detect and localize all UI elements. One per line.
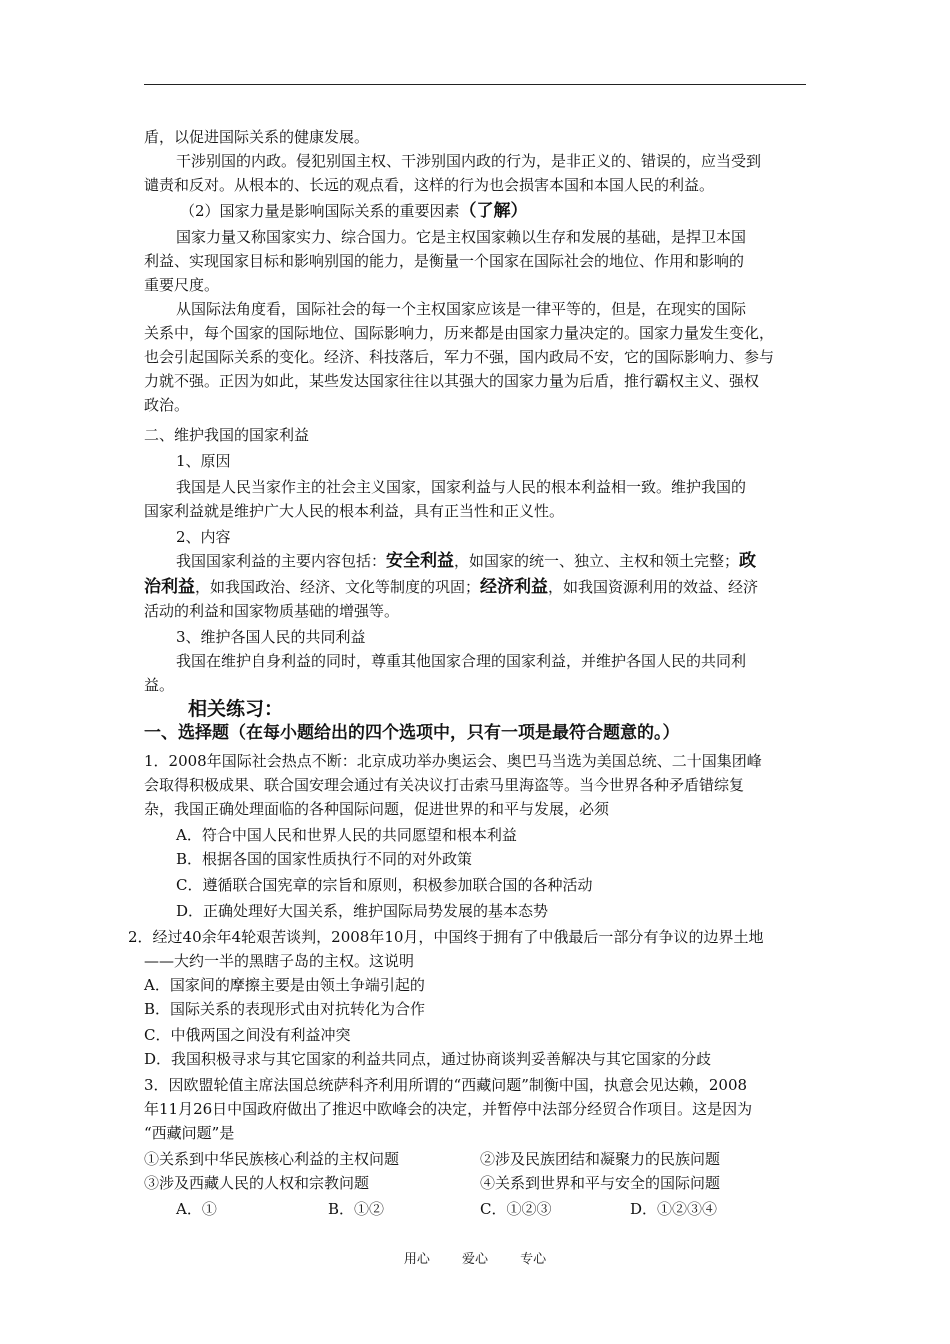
footer-text: 爱心 (461, 1252, 488, 1267)
paragraph-line: 政治。 (144, 396, 190, 414)
option: A．① (176, 1200, 217, 1218)
option: B．①② (328, 1200, 385, 1218)
paragraph-line: 国家利益就是维护广大人民的根本利益，具有正当性和正义性。 (144, 502, 565, 520)
paragraph-line: 国家力量又称国家实力、综合国力。它是主权国家赖以生存和发展的基础，是捍卫本国 (176, 228, 747, 246)
statement-item: ④关系到世界和平与安全的国际问题 (480, 1174, 721, 1192)
page-footer (0, 1248, 950, 1267)
option: A．国家间的摩擦主要是由领土争端引起的 (144, 976, 425, 994)
paragraph-line: 益。 (144, 676, 175, 694)
text: 我国国家利益的主要内容包括： (176, 552, 387, 570)
option: D．正确处理好大国关系，维护国际局势发展的基本态势 (176, 902, 549, 920)
key-term: 政 (739, 551, 757, 571)
footer-text: 专心 (520, 1252, 547, 1267)
paragraph-line: 活动的利益和国家物质基础的增强等。 (144, 602, 400, 620)
question-line: 2．经过40余年4轮艰苦谈判，2008年10月，中国终于拥有了中俄最后一部分有争议的边界土地 (128, 928, 764, 946)
paragraph-line: 从国际法角度看，国际社会的每一个主权国家应该是一律平等的，但是，在现实的国际 (176, 300, 747, 318)
key-term: 治利益 (144, 577, 195, 597)
option: D．①②③④ (630, 1200, 718, 1218)
option: C．遵循联合国宪章的宗旨和原则，积极参加联合国的各种活动 (176, 876, 593, 894)
subheading: 3、维护各国人民的共同利益 (176, 628, 366, 646)
exercise-section-heading: 一、选择题（在每小题给出的四个选项中，只有一项是最符合题意的。） (144, 723, 680, 743)
section-heading: 二、维护我国的国家利益 (144, 426, 310, 444)
question-line: 1．2008年国际社会热点不断：北京成功举办奥运会、奥巴马当选为美国总统、二十国集团峰 (144, 752, 762, 770)
subheading: 2、内容 (176, 528, 231, 546)
text: ，如国家的统一、独立、主权和领土完整； (454, 552, 740, 570)
question-line: 会取得积极成果、联合国安理会通过有关决议打击索马里海盗等。当今世界各种矛盾错综复 (144, 776, 745, 794)
option: D．我国积极寻求与其它国家的利益共同点，通过协商谈判妥善解决与其它国家的分歧 (144, 1050, 712, 1068)
subheading (180, 200, 528, 222)
question-line: 年11月26日中国政府做出了推迟中欧峰会的决定，并暂停中法部分经贸合作项目。这是因为 (144, 1100, 753, 1118)
exercise-title: 相关练习： (188, 698, 284, 720)
option: C．①②③ (480, 1200, 552, 1218)
statement-item: ③涉及西藏人民的人权和宗教问题 (144, 1174, 370, 1192)
option: B．国际关系的表现形式由对抗转化为合作 (144, 1000, 426, 1018)
key-term: 经济利益 (480, 577, 549, 597)
statement-item: ②涉及民族团结和凝聚力的民族问题 (480, 1150, 721, 1168)
question-line: 杂，我国正确处理面临的各种国际问题，促进世界的和平与发展，必须 (144, 800, 610, 818)
header-rule (144, 84, 806, 85)
paragraph-line: 力就不强。正因为如此，某些发达国家往往以其强大的国家力量为后盾，推行霸权主义、强权 (144, 372, 760, 390)
statement-item: ①关系到中华民族核心利益的主权问题 (144, 1150, 400, 1168)
paragraph-line: 也会引起国际关系的变化。经济、科技落后，军力不强，国内政局不安，它的国际影响力、参与 (144, 348, 775, 366)
option: C．中俄两国之间没有利益冲突 (144, 1026, 351, 1044)
paragraph-line: 我国是人民当家作主的社会主义国家，国家利益与人民的根本利益相一致。维护我国的 (176, 478, 747, 496)
paragraph-line (176, 550, 756, 572)
paragraph-line: 我国在维护自身利益的同时，尊重其他国家合理的国家利益，并维护各国人民的共同利 (176, 652, 747, 670)
footer-text: 用心 (403, 1252, 430, 1267)
option: A．符合中国人民和世界人民的共同愿望和根本利益 (176, 826, 517, 844)
text: ，如我国政治、经济、文化等制度的巩固； (195, 578, 481, 596)
paragraph-line: 干涉别国的内政。侵犯别国主权、干涉别国内政的行为，是非正义的、错误的，应当受到 (176, 152, 762, 170)
paragraph-line: 利益、实现国家目标和影响别国的能力，是衡量一个国家在国际社会的地位、作用和影响的 (144, 252, 745, 270)
subheading: 1、原因 (176, 452, 231, 470)
subheading-text: （2）国家力量是影响国际关系的重要因素 (180, 202, 460, 220)
text: ，如我国资源利用的效益、经济 (548, 578, 759, 596)
paragraph-line (144, 576, 758, 598)
key-term: 安全利益 (386, 551, 455, 571)
paragraph-line: 谴责和反对。从根本的、长远的观点看，这样的行为也会损害本国和本国人民的利益。 (144, 176, 715, 194)
understand-tag: （了解） (459, 201, 528, 221)
question-line: 3．因欧盟轮值主席法国总统萨科齐利用所谓的“西藏问题”制衡中国，执意会见达赖，2008 (144, 1076, 748, 1094)
paragraph-line: 盾，以促进国际关系的健康发展。 (144, 128, 370, 146)
paragraph-line: 重要尺度。 (144, 276, 220, 294)
option: B．根据各国的国家性质执行不同的对外政策 (176, 850, 473, 868)
question-line: ——大约一半的黑瞎子岛的主权。这说明 (144, 952, 415, 970)
paragraph-line: 关系中，每个国家的国际地位、国际影响力，历来都是由国家力量决定的。国家力量发生变化， (144, 324, 775, 342)
question-line: “西藏问题”是 (144, 1124, 235, 1142)
